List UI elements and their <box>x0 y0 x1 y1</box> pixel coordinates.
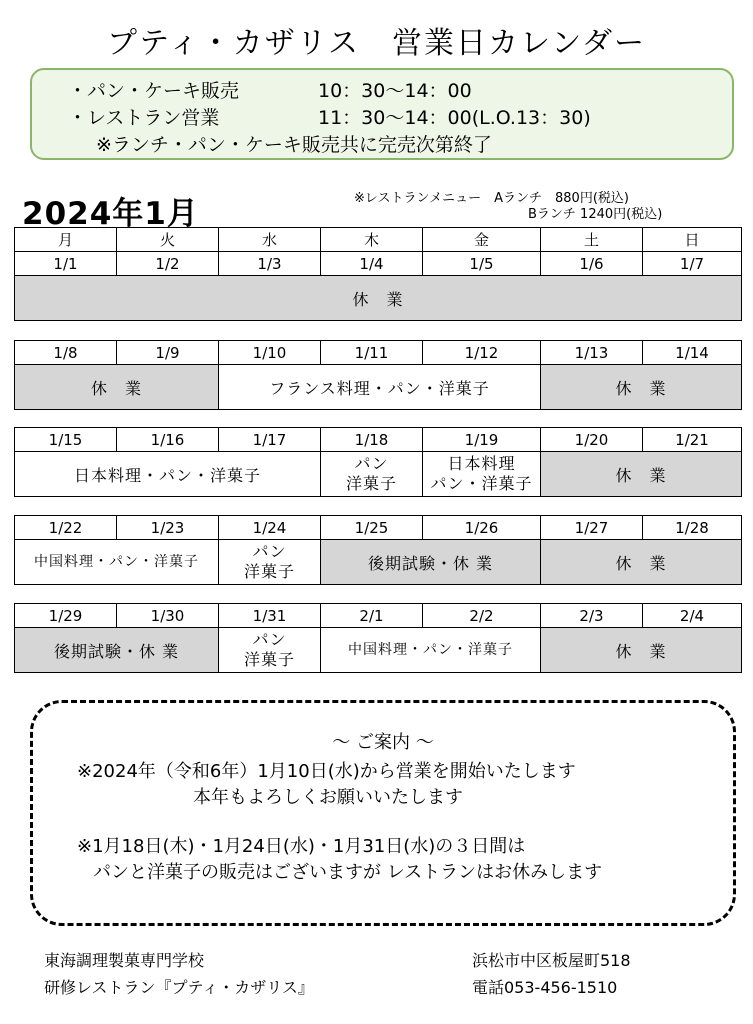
business-hours-box <box>30 68 734 160</box>
weekday-header <box>15 228 742 252</box>
bakery-hours-row <box>68 78 732 105</box>
weekday-tue: 火 <box>117 228 219 252</box>
date-row <box>15 604 742 628</box>
weekday-sat: 土 <box>541 228 643 252</box>
weekday-thu: 木 <box>321 228 423 252</box>
exam-closed-cell: 後期試験・休 業 <box>321 540 541 585</box>
bakery-only-cell <box>219 540 321 585</box>
restaurant-hours-label: ・レストラン営業 <box>68 107 220 129</box>
date-cell: 1/15 <box>15 428 117 452</box>
notice-line: パンと洋菓子の販売はございますが レストランはお休みします <box>93 862 603 883</box>
closed-cell: 休 業 <box>15 365 219 410</box>
weekday-fri: 金 <box>423 228 541 252</box>
month-label: 2024年1月 <box>22 196 199 232</box>
date-cell: 2/1 <box>321 604 423 628</box>
date-cell: 1/27 <box>541 516 643 540</box>
bakery-only-line: パン <box>252 542 287 561</box>
service-cell: 中国料理・パン・洋菓子 <box>321 628 541 673</box>
date-cell: 1/31 <box>219 604 321 628</box>
sold-out-note: ※ランチ・パン・ケーキ販売共に完売次第終了 <box>96 134 492 156</box>
date-cell: 1/18 <box>321 428 423 452</box>
service-cell: フランス料理・パン・洋菓子 <box>219 365 541 410</box>
calendar-week-3 <box>14 427 742 497</box>
date-row <box>15 428 742 452</box>
date-row <box>15 516 742 540</box>
calendar-week-5 <box>14 603 742 673</box>
bakery-hours-time: 10：30～14：00 <box>318 80 472 102</box>
notice-box <box>30 700 736 926</box>
address: 浜松市中区板屋町518 <box>472 951 631 970</box>
bakery-only-cell <box>321 452 423 497</box>
date-cell: 1/16 <box>117 428 219 452</box>
bakery-only-line: 洋菓子 <box>345 474 397 493</box>
closed-cell: 休 業 <box>541 540 742 585</box>
calendar-week-4 <box>14 515 742 585</box>
date-cell: 1/30 <box>117 604 219 628</box>
weekday-sun: 日 <box>643 228 742 252</box>
date-cell: 1/28 <box>643 516 742 540</box>
service-line: 日本料理 <box>447 454 516 473</box>
calendar-week-2 <box>14 340 742 410</box>
date-cell: 1/21 <box>643 428 742 452</box>
page-title: プティ・カザリス 営業日カレンダー <box>106 26 647 61</box>
service-cell: 日本料理・パン・洋菓子 <box>15 452 321 497</box>
bakery-only-cell <box>219 628 321 673</box>
closed-cell: 休 業 <box>541 365 742 410</box>
date-cell: 1/29 <box>15 604 117 628</box>
service-line: パン・洋菓子 <box>430 474 533 493</box>
date-cell: 1/19 <box>423 428 541 452</box>
closed-cell: 休 業 <box>541 452 742 497</box>
service-cell <box>423 452 541 497</box>
calendar-week-1 <box>14 227 742 321</box>
date-cell: 1/12 <box>423 341 541 365</box>
date-cell: 1/13 <box>541 341 643 365</box>
restaurant-name: 研修レストラン『プティ・カザリス』 <box>44 978 314 997</box>
date-cell: 1/7 <box>643 252 742 276</box>
status-row <box>15 365 742 410</box>
menu-line-b: Bランチ 1240円(税込) <box>528 207 663 222</box>
closed-cell: 休 業 <box>15 276 742 321</box>
date-cell: 1/24 <box>219 516 321 540</box>
notice-heading: ～ ご案内 ～ <box>332 732 434 753</box>
date-cell: 1/1 <box>15 252 117 276</box>
status-row <box>15 276 742 321</box>
exam-closed-cell: 後期試験・休 業 <box>15 628 219 673</box>
weekday-mon: 月 <box>15 228 117 252</box>
date-cell: 1/8 <box>15 341 117 365</box>
date-cell: 2/3 <box>541 604 643 628</box>
notice-line: ※2024年（令和6年）1月10日(水)から営業を開始いたします <box>77 761 576 782</box>
menu-line-a: ※レストランメニュー Aランチ 880円(税込) <box>354 191 629 206</box>
restaurant-menu-prices <box>354 191 662 223</box>
closed-cell: 休 業 <box>541 628 742 673</box>
date-cell: 1/20 <box>541 428 643 452</box>
phone-number: 電話053-456-1510 <box>472 978 618 997</box>
status-row <box>15 452 742 497</box>
bakery-hours-label: ・パン・ケーキ販売 <box>68 80 240 102</box>
bakery-only-line: パン <box>252 630 287 649</box>
date-row <box>15 252 742 276</box>
date-cell: 1/25 <box>321 516 423 540</box>
date-row <box>15 341 742 365</box>
date-cell: 1/11 <box>321 341 423 365</box>
weekday-wed: 水 <box>219 228 321 252</box>
school-name: 東海調理製菓専門学校 <box>44 951 205 970</box>
date-cell: 1/22 <box>15 516 117 540</box>
date-cell: 1/9 <box>117 341 219 365</box>
date-cell: 1/5 <box>423 252 541 276</box>
date-cell: 1/2 <box>117 252 219 276</box>
date-cell: 1/23 <box>117 516 219 540</box>
bakery-only-line: パン <box>354 454 389 473</box>
bakery-only-line: 洋菓子 <box>243 650 295 669</box>
status-row <box>15 628 742 673</box>
restaurant-hours-time: 11：30～14：00(L.O.13：30) <box>318 107 591 129</box>
date-cell: 2/2 <box>423 604 541 628</box>
date-cell: 1/26 <box>423 516 541 540</box>
bakery-only-line: 洋菓子 <box>243 562 295 581</box>
date-cell: 1/6 <box>541 252 643 276</box>
restaurant-hours-row <box>68 105 732 132</box>
date-cell: 1/17 <box>219 428 321 452</box>
date-cell: 1/3 <box>219 252 321 276</box>
date-cell: 1/4 <box>321 252 423 276</box>
date-cell: 1/10 <box>219 341 321 365</box>
notice-line: 本年もよろしくお願いいたします <box>193 787 463 808</box>
date-cell: 1/14 <box>643 341 742 365</box>
notice-line: ※1月18日(木)・1月24日(水)・1月31日(水)の３日間は <box>77 836 526 857</box>
date-cell: 2/4 <box>643 604 742 628</box>
status-row <box>15 540 742 585</box>
service-cell: 中国料理・パン・洋菓子 <box>15 540 219 585</box>
